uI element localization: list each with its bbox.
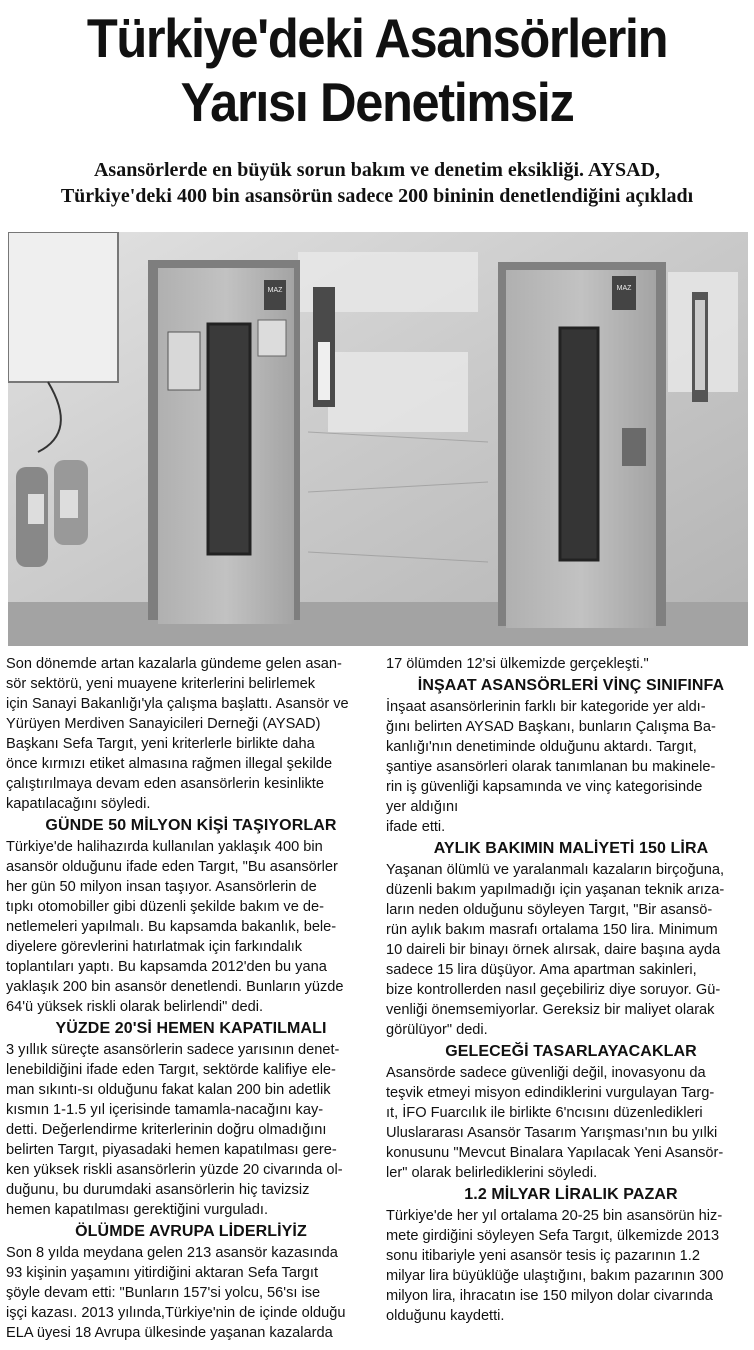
- article-paragraph: [6, 837, 376, 1017]
- text-line: duğunu, bu durumdaki asansörlerin hiç tavizsiz: [6, 1182, 310, 1198]
- text-line: yaklaşık 200 bin asansör denetlendi. Bunların yüzde: [6, 979, 344, 995]
- text-line: rin iş güvenliği kapsamında ve vinç kategorisinde: [386, 779, 703, 795]
- text-line: ler" olarak belirlediklerini söyledi.: [386, 1165, 598, 1181]
- text-line: Uluslararası Asansör Tasarım Yarışması'nın bu yılki: [386, 1125, 718, 1141]
- text-line: görülüyor" dedi.: [386, 1022, 488, 1038]
- article-paragraph: [386, 860, 754, 1040]
- text-line: asansör olduğunu ifade eden Targıt, "Bu asansörler: [6, 859, 338, 875]
- text-line: 3 yıllık süreçte asansörlerin sadece yarısının denet-: [6, 1042, 340, 1058]
- text-line: milyar lira büyüklüğe ulaştığını, bakım pazarının 300: [386, 1268, 724, 1284]
- elevator-sign-left: MAZ: [267, 287, 283, 294]
- subheadline-line-1: Asansörlerde en büyük sorun bakım ve denetim eksikliği. AYSAD,: [93, 159, 661, 181]
- subheadline: [0, 157, 754, 209]
- text-line: her gün 50 milyon insan taşıyor. Asansörlerin de: [6, 879, 317, 895]
- text-line: toplantıları yaptı. Bu kapsamda 2012'den bu yana: [6, 959, 327, 975]
- text-line: 64'ü yüksek riskli olarak belirlendi" dedi.: [6, 999, 263, 1015]
- elevators-photo: [8, 232, 748, 646]
- text-line: işçi kazası. 2013 yılında,Türkiye'nin de içinde olduğu: [6, 1305, 346, 1321]
- text-line: düzenli bakım yapılmadığı için yaşanan teknik arıza-: [386, 882, 725, 898]
- text-line: mete girdiğini söyleyen Sefa Targıt, ülkemizde 2013: [386, 1228, 720, 1244]
- text-line: kapatılacağını söyledi.: [6, 796, 151, 812]
- text-line: ifade etti.: [386, 819, 446, 835]
- section-heading: İNŞAAT ASANSÖRLERİ VİNÇ SINIFINFA: [417, 677, 725, 694]
- section-heading: GÜNDE 50 MİLYON KİŞİ TAŞIYORLAR: [45, 817, 337, 834]
- text-line: olduğunu kaydetti.: [386, 1308, 505, 1324]
- article-paragraph: [6, 654, 376, 814]
- text-line: önce kırmızı etiket almasına rağmen illegal şekilde: [6, 756, 333, 772]
- headline: [30, 6, 724, 134]
- article-paragraph: [6, 1243, 376, 1343]
- section-heading: GELECEĞİ TASARLAYACAKLAR: [445, 1043, 697, 1060]
- text-line: Son 8 yılda meydana gelen 213 asansör kazasında: [6, 1245, 338, 1261]
- text-line: tıpkı otomobiller gibi düzenli şekilde bakım ve de-: [6, 899, 324, 915]
- text-line: ıt, İFO Fuarcılık ile birlikte 6'ncısını düzenledikleri: [386, 1105, 703, 1121]
- text-line: bize kontrollerden nasıl geçebiliriz diye soruyor. Gü-: [386, 982, 721, 998]
- text-line: Türkiye'de her yıl ortalama 20-25 bin asansörün hiz-: [386, 1208, 723, 1224]
- text-line: Türkiye'de halihazırda kullanılan yaklaşık 400 bin: [6, 839, 323, 855]
- text-line: hemen kapatılması gerektiğini vurguladı.: [6, 1202, 269, 1218]
- text-line: man sıkıntı-sı olduğunu fakat kalan 200 bin adetlik: [6, 1082, 331, 1098]
- text-line: teşvik etmeyi misyon edindiklerini vurgulayan Targ-: [386, 1085, 715, 1101]
- text-line: ların neden olduğunu söyleyen Targıt, "Bir asansö-: [386, 902, 713, 918]
- text-line: Başkanı Sefa Targıt, yeni kriterlerle birlikte daha: [6, 736, 315, 752]
- text-line: sadece 15 lira düşüyor. Ama apartman sakinleri,: [386, 962, 697, 978]
- text-line: şöyle devam etti: "Bunların 157'si yolcu, 56'sı ise: [6, 1285, 321, 1301]
- text-line: 93 kişinin yaşamını yitirdiğini aktaran Sefa Targıt: [6, 1265, 319, 1281]
- text-line: Yaşanan ölümlü ve yaralanmalı kazaların birçoğuna,: [386, 862, 725, 878]
- section-heading: AYLIK BAKIMIN MALİYETİ 150 LİRA: [433, 840, 709, 857]
- headline-line-2: Yarısı Denetimsiz: [180, 71, 574, 133]
- text-line: detti. Değerlendirme kriterlerinin doğru olmadığını: [6, 1122, 327, 1138]
- article-paragraph: [6, 1040, 376, 1220]
- article-paragraph: [386, 1063, 754, 1183]
- text-line: milyon lira, ihracatın ise 150 milyon dolar civarında: [386, 1288, 713, 1304]
- text-line: konusunu "Mevcut Binalara Yapılacak Yeni Asansör-: [386, 1145, 724, 1161]
- text-line: sonu itibariyle yeni asansör tesis iç pazarının 1.2: [386, 1248, 700, 1264]
- text-line: ken yüksek riskli asansörlerin yüzde 20 civarında ol-: [6, 1162, 343, 1178]
- text-line: 10 daireli bir binayı örnek alırsak, daire başına ayda: [386, 942, 721, 958]
- text-line: Son dönemde artan kazalarla gündeme gelen asan-: [6, 656, 342, 672]
- text-line: belirten Targıt, piyasadaki hemen kapatılması gere-: [6, 1142, 337, 1158]
- text-line: 17 ölümden 12'si ülkemizde gerçekleşti.": [386, 656, 649, 672]
- article-paragraph: [386, 1206, 754, 1326]
- text-line: yer aldığını: [386, 799, 459, 815]
- text-line: için Sanayi Bakanlığı'yla çalışma başlattı. Asansör ve: [6, 696, 349, 712]
- text-line: Yürüyen Merdiven Sanayicileri Derneği (AYSAD): [6, 716, 321, 732]
- text-line: çalıştırılmaya devam eden asansörlerin kesinlikte: [6, 776, 324, 792]
- subheadline-line-2: Türkiye'deki 400 bin asansörün sadece 200 bininin denetlendiğini açıkladı: [60, 185, 694, 207]
- elevator-sign-right: MAZ: [616, 285, 632, 292]
- text-line: rün aylık bakım masrafı ortalama 150 lira. Minimum: [386, 922, 718, 938]
- text-line: sör sektörü, yeni muayene kriterlerini belirlemek: [6, 676, 316, 692]
- text-line: lenebildiğini ifade eden Targıt, sektörde kalifiye ele-: [6, 1062, 336, 1078]
- text-line: kısmın 1-1.5 yıl içerisinde tamamla-nacağını kay-: [6, 1102, 324, 1118]
- text-line: netlemeleri yapılmalı. Bu kapsamda bakanlık, bele-: [6, 919, 337, 935]
- text-line: ELA üyesi 18 Avrupa ülkesinde yaşanan kazalarda: [6, 1325, 333, 1341]
- text-line: İnşaat asansörlerinin farklı bir kategoride yer aldı-: [386, 699, 706, 715]
- section-heading: YÜZDE 20'Sİ HEMEN KAPATILMALI: [55, 1020, 327, 1037]
- article-paragraph: [386, 654, 754, 674]
- elevators-illustration: [8, 232, 748, 646]
- text-line: kanlığı'nın denetiminde olduğunu aktardı. Targıt,: [386, 739, 697, 755]
- article-column-left: [6, 654, 376, 1343]
- headline-line-1: Türkiye'deki Asansörlerin: [86, 7, 668, 69]
- article-column-right: [386, 654, 754, 1326]
- section-heading: ÖLÜMDE AVRUPA LİDERLİYİZ: [75, 1223, 307, 1240]
- text-line: venliği önemsemiyorlar. Gereksiz bir maliyet olarak: [386, 1002, 715, 1018]
- section-heading: 1.2 MİLYAR LİRALIK PAZAR: [464, 1186, 678, 1203]
- text-line: diyelere görevlerini hatırlatmak için farkındalık: [6, 939, 303, 955]
- text-line: şantiye asansörleri olarak tanımlanan bu makinele-: [386, 759, 716, 775]
- text-line: Asansörde sadece güvenliği değil, inovasyonu da: [386, 1065, 706, 1081]
- text-line: ğını belirten AYSAD Başkanı, bunların Çalışma Ba-: [386, 719, 716, 735]
- article-paragraph: [386, 697, 754, 837]
